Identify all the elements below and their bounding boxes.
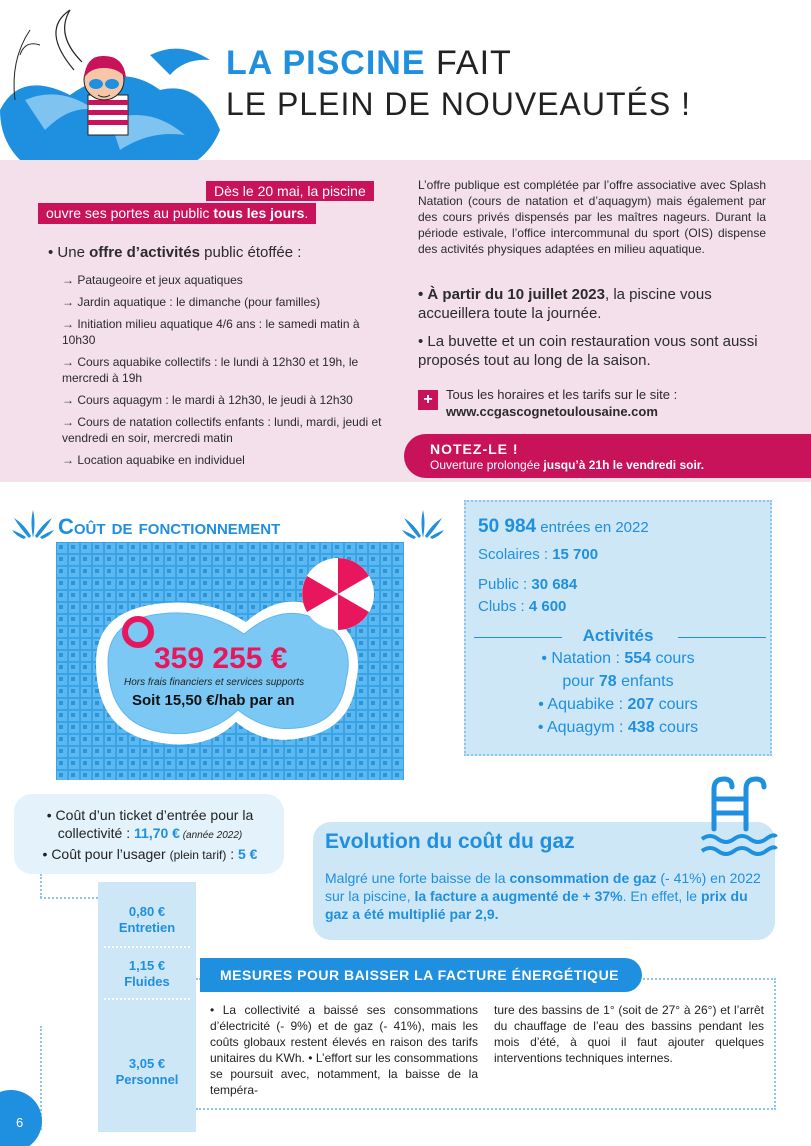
divider	[104, 998, 190, 1000]
breakdown-entretien: 0,80 € Entretien	[118, 904, 176, 935]
list-item: → Jardin aquatique : le dimanche (pour familles)	[62, 295, 321, 309]
water-splash-icon	[12, 508, 54, 542]
associative-offer-text: L’offre publique est complétée par l’offre associative avec Splash Natation (cours de natation et d’aquagym) mais également par des cours privés dispensés par les maîtres nageurs. Durant la période estivale, l’office intercommunal du sport (OIS) dispense des activités physiques adaptées en milieu aquatique.	[418, 178, 766, 256]
list-item: → Cours aquagym : le mardi à 12h30, le jeudi à 12h30	[62, 393, 353, 407]
gas-text: Malgré une forte baisse de la consommation de gaz (- 41%) en 2022 sur la piscine, la facture a augmenté de + 37%. En effet, le prix du gaz a été multiplié par 2,9.	[325, 870, 761, 922]
operating-cost-subtitle: Hors frais financiers et services supports	[124, 677, 305, 688]
activities-list	[48, 272, 393, 474]
breakdown-fluides: 1,15 € Fluides	[124, 958, 170, 989]
intro-line2: ouvre ses portes au public tous les jours.	[38, 203, 316, 224]
clubs-line: Clubs : 4 600	[478, 598, 567, 615]
list-item: → Initiation milieu aquatique 4/6 ans : le samedi matin à 10h30	[62, 317, 360, 347]
natation-line: • Natation : 554 cours	[541, 650, 695, 667]
pool-ladder-icon	[700, 775, 778, 861]
operating-cost-amount: 359 255 €	[154, 642, 288, 675]
title-highlight: LA PISCINE	[226, 44, 426, 82]
water-splash-icon	[402, 508, 444, 542]
intro-line1: Dès le 20 mai, la piscine	[206, 181, 374, 201]
note-title: NOTEZ-LE !	[430, 441, 519, 457]
cost-breakdown-bar	[98, 882, 196, 1132]
gas-section-title: Evolution du coût du gaz	[325, 830, 575, 853]
divider	[678, 637, 766, 638]
list-item: → Cours aquabike collectifs : le lundi à 12h30 et 19h, le mercredi à 19h	[62, 355, 359, 385]
attendance-stats-box	[464, 500, 772, 756]
site-label: Tous les horaires et les tarifs sur le site :	[446, 387, 678, 402]
natation-kids-line: pour 78 enfants	[562, 673, 674, 690]
divider	[104, 946, 190, 948]
offer-heading: • Une offre d’activités public étoffée :	[48, 244, 302, 261]
connector-line	[40, 874, 42, 898]
measures-column-2: ture des bassins de 1° (soit de 27° à 26°) et l’arrêt du chauffage de l’eau des bassins pendant les mois d’été, à quoi il faut ajouter quelques interventions techniques internes.	[494, 1003, 764, 1065]
scolaires-line: Scolaires : 15 700	[478, 546, 599, 563]
breakdown-personnel: 3,05 € Personnel	[115, 1056, 179, 1087]
list-item: → Cours de natation collectifs enfants : lundi, mardi, jeudi et vendredi en soir, mercredi matin	[62, 415, 382, 445]
note-text: Ouverture prolongée jusqu’à 21h le vendredi soir.	[430, 458, 705, 472]
restaurant-bullet: • La buvette et un coin restauration vous sont aussi proposés tout au long de la saison.	[418, 333, 758, 369]
plus-icon: +	[418, 390, 438, 410]
ticket-cost-text: • Coût d’un ticket d’entrée pour la collectivité : 11,70 € (année 2022) • Coût pour l’usager (plein tarif) : 5 €	[42, 807, 258, 862]
list-item: → Pataugeoire et jeux aquatiques	[62, 273, 243, 287]
page-number: 6	[16, 1115, 24, 1130]
title-rest: FAIT	[436, 44, 512, 82]
measures-column-1: • La collectivité a baissé ses consommations d’électricité (- 9%) et de gaz (- 41%), mais les coûts globaux restent élevés en raison des tarifs unitaires du KWh. • L’effort sur les consommations se poursuit avec, notamment, la baisse de la tempéra-	[210, 1003, 478, 1097]
note-banner	[404, 434, 811, 478]
public-line: Public : 30 684	[478, 576, 578, 593]
connector-line	[40, 897, 98, 899]
page-title-line1	[226, 44, 512, 83]
measures-title: MESURES POUR BAISSER LA FACTURE ÉNERGÉTIQUE	[200, 958, 642, 992]
july-opening-bullet: • À partir du 10 juillet 2023, la piscine vous accueillera toute la journée.	[418, 286, 712, 322]
cost-per-inhabitant: Soit 15,50 €/hab par an	[132, 692, 295, 709]
cost-section-title: Coût de fonctionnement	[58, 514, 281, 539]
site-url-link[interactable]: www.ccgascognetoulousaine.com	[446, 404, 658, 419]
page-title-line2: LE PLEIN DE NOUVEAUTÉS !	[226, 86, 692, 122]
aquabike-line: • Aquabike : 207 cours	[538, 696, 698, 713]
activities-title: Activités	[582, 626, 654, 645]
entries-line: 50 984 entrées en 2022	[478, 516, 649, 537]
aquagym-line: • Aquagym : 438 cours	[537, 719, 699, 736]
list-item: → Location aquabike en individuel	[62, 453, 245, 467]
